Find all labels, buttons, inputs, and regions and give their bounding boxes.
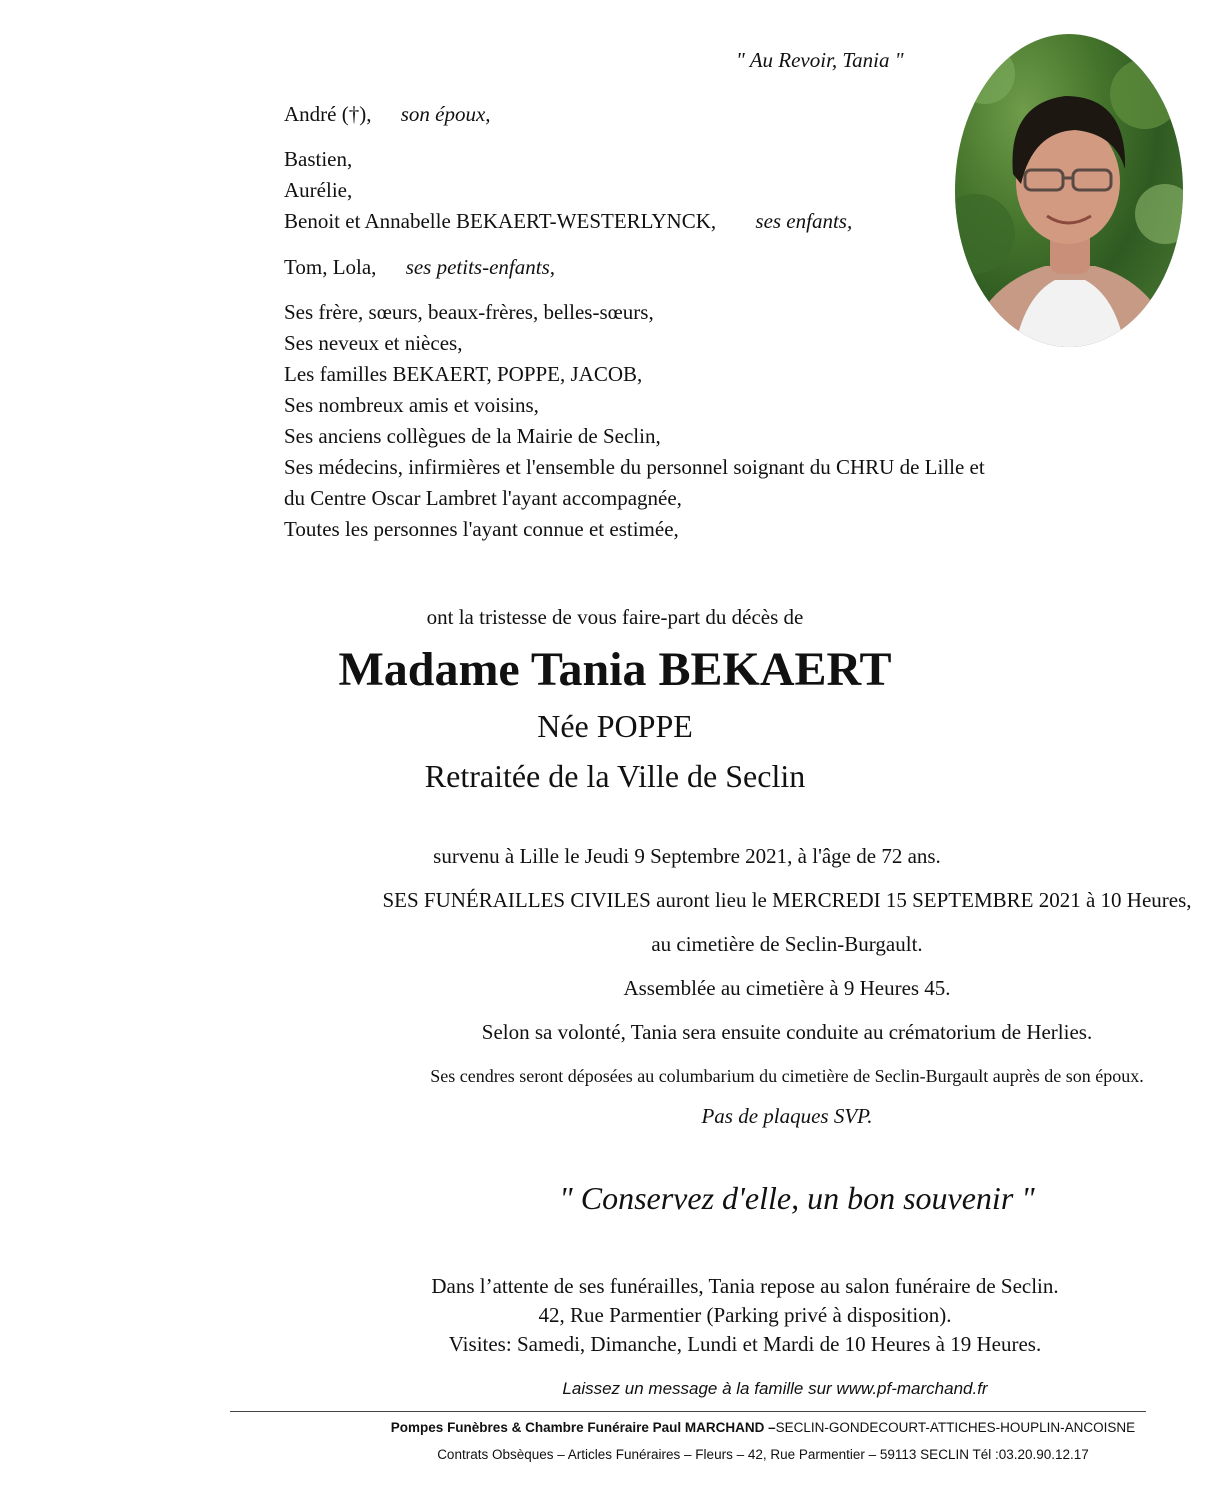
- footer-divider: [230, 1411, 1146, 1412]
- spouse-line: [284, 99, 491, 130]
- relative-line: Les familles BEKAERT, POPPE, JACOB,: [284, 362, 643, 386]
- relative-line: Ses neveux et nièces,: [284, 331, 463, 355]
- relative-line: Ses médecins, infirmières et l'ensemble du personnel soignant du CHRU de Lille et: [284, 455, 985, 479]
- other-relatives-list: [284, 297, 985, 545]
- child-name-row: [284, 206, 852, 237]
- remembrance-quote: " Conservez d'elle, un bon souvenir ": [559, 1180, 1035, 1216]
- relative-line: Ses anciens collègues de la Mairie de Seclin,: [284, 424, 661, 448]
- funeral-details: SES FUNÉRAILLES CIVILES auront lieu le MERCREDI 15 SEPTEMBRE 2021 à 10 Heures,: [382, 888, 1192, 912]
- maiden-name: Née POPPE: [537, 708, 693, 744]
- occupation: Retraitée de la Ville de Seclin: [424, 758, 806, 794]
- spouse-name: André (†),: [284, 102, 372, 126]
- grandchildren-line: [284, 252, 555, 283]
- relative-line: Toutes les personnes l'ayant connue et estimée,: [284, 517, 679, 541]
- no-plaques-note: Pas de plaques SVP.: [701, 1104, 873, 1128]
- children-role: ses enfants,: [755, 209, 853, 233]
- visitation-line: Dans l’attente de ses funérailles, Tania repose au salon funéraire de Seclin.: [431, 1274, 1059, 1298]
- grandchildren-names: Tom, Lola,: [284, 255, 377, 279]
- death-details: survenu à Lille le Jeudi 9 Septembre 2021, à l'âge de 72 ans.: [433, 844, 941, 868]
- company-name: Pompes Funèbres & Chambre Funéraire Paul MARCHAND –: [390, 1420, 776, 1435]
- grandchildren-role: ses petits-enfants,: [405, 255, 556, 279]
- visitation-line: 42, Rue Parmentier (Parking privé à disposition).: [538, 1303, 952, 1327]
- ashes-details: Ses cendres seront déposées au columbarium du cimetière de Seclin-Burgault auprès de son époux.: [430, 1066, 1144, 1086]
- relative-line: du Centre Oscar Lambret l'ayant accompagnée,: [284, 486, 682, 510]
- footer-company-line: [0, 1420, 1214, 1435]
- assembly-time: Assemblée au cimetière à 9 Heures 45.: [623, 976, 951, 1000]
- portrait-photo: [955, 34, 1183, 347]
- child-name: Aurélie,: [284, 178, 353, 202]
- cremation-details: Selon sa volonté, Tania sera ensuite conduite au crématorium de Herlies.: [481, 1020, 1093, 1044]
- footer-services-line: Contrats Obsèques – Articles Funéraires – Fleurs – 42, Rue Parmentier – 59113 SECLIN Tél :03.20.90.12.17: [437, 1447, 1089, 1462]
- visitation-info: [0, 1272, 1214, 1359]
- farewell-quote: " Au Revoir, Tania ": [736, 48, 904, 72]
- funeral-location: au cimetière de Seclin-Burgault.: [651, 932, 923, 956]
- children-list: [284, 144, 852, 237]
- relative-line: Ses frère, sœurs, beaux-frères, belles-sœurs,: [284, 300, 654, 324]
- visitation-line: Visites: Samedi, Dimanche, Lundi et Mardi de 10 Heures à 19 Heures.: [448, 1332, 1042, 1356]
- deceased-name: Madame Tania BEKAERT: [338, 643, 892, 696]
- spouse-role: son époux,: [400, 102, 491, 126]
- company-locations: SECLIN-GONDECOURT-ATTICHES-HOUPLIN-ANCOISNE: [775, 1420, 1136, 1435]
- child-name: Bastien,: [284, 147, 353, 171]
- relative-line: Ses nombreux amis et voisins,: [284, 393, 539, 417]
- announcement-intro: ont la tristesse de vous faire-part du décès de: [426, 605, 804, 629]
- child-name: Benoit et Annabelle BEKAERT-WESTERLYNCK,: [284, 209, 717, 233]
- message-link[interactable]: Laissez un message à la famille sur www.pf-marchand.fr: [562, 1379, 988, 1398]
